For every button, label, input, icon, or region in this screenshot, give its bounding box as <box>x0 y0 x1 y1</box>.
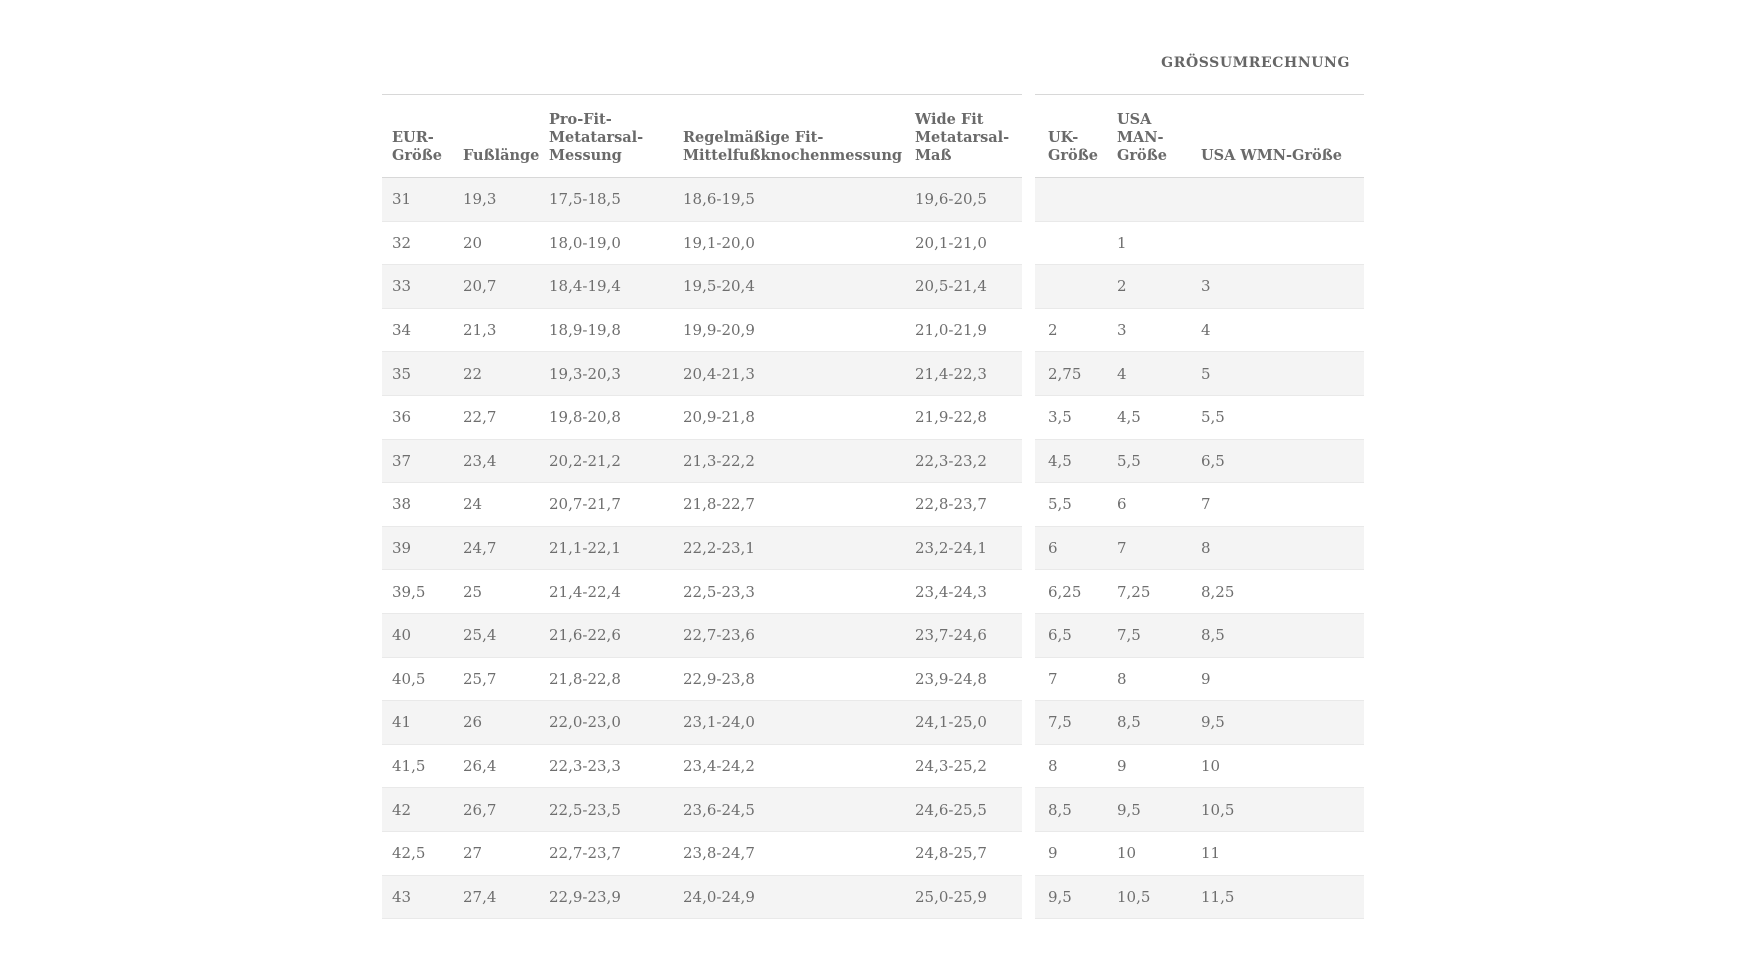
table-cell: 23,2-24,1 <box>915 539 987 558</box>
table-cell: 8,5 <box>1117 713 1141 732</box>
table-cell: 18,9-19,8 <box>549 321 621 340</box>
table-cell: 5,5 <box>1048 495 1072 514</box>
table-row <box>382 483 1022 527</box>
table-row <box>1035 178 1364 222</box>
table-cell: 22,3-23,3 <box>549 757 621 776</box>
table-cell: 26,7 <box>463 800 497 819</box>
table-cell: 2 <box>1117 277 1127 296</box>
table-row <box>382 527 1022 571</box>
table-cell: 23,7-24,6 <box>915 626 987 645</box>
table-body <box>382 178 1022 919</box>
table-cell: 18,6-19,5 <box>683 190 755 209</box>
table-cell: 21,8-22,7 <box>683 495 755 514</box>
table-cell: 32 <box>392 233 412 252</box>
table-cell: 26,4 <box>463 757 497 776</box>
table-row <box>382 222 1022 266</box>
table-cell: 33 <box>392 277 412 296</box>
table-cell: 23,6-24,5 <box>683 800 755 819</box>
table-cell: 19,1-20,0 <box>683 233 755 252</box>
table-row <box>1035 788 1364 832</box>
uk-usa-conversion-table <box>1035 94 1364 919</box>
table-cell: 20,7-21,7 <box>549 495 621 514</box>
table-cell: 24,3-25,2 <box>915 757 987 776</box>
table-cell: 3 <box>1201 277 1211 296</box>
table-cell: 22,7-23,6 <box>683 626 755 645</box>
table-cell: 9 <box>1048 844 1058 863</box>
table-cell: 11,5 <box>1201 887 1235 906</box>
table-cell: 37 <box>392 451 412 470</box>
table-cell: 17,5-18,5 <box>549 190 621 209</box>
table-cell: 22,2-23,1 <box>683 539 755 558</box>
table-cell: 3,5 <box>1048 408 1072 427</box>
table-row <box>1035 396 1364 440</box>
table-cell: 6 <box>1117 495 1127 514</box>
table-body <box>1035 178 1364 919</box>
table-cell: 5 <box>1201 364 1211 383</box>
table-cell: 22,5-23,5 <box>549 800 621 819</box>
table-row <box>1035 876 1364 920</box>
table-cell: 21,9-22,8 <box>915 408 987 427</box>
table-cell: 2 <box>1048 321 1058 340</box>
table-row <box>382 701 1022 745</box>
table-cell: 21,0-21,9 <box>915 321 987 340</box>
table-cell: 19,3-20,3 <box>549 364 621 383</box>
table-cell: 11 <box>1201 844 1221 863</box>
table-row <box>1035 701 1364 745</box>
table-cell: 20,4-21,3 <box>683 364 755 383</box>
table-cell: 19,6-20,5 <box>915 190 987 209</box>
table-cell: 40 <box>392 626 412 645</box>
table-cell: 27,4 <box>463 887 497 906</box>
table-cell: 23,4-24,3 <box>915 582 987 601</box>
table-cell: 7,5 <box>1048 713 1072 732</box>
table-cell: 23,8-24,7 <box>683 844 755 863</box>
table-cell: 21,1-22,1 <box>549 539 621 558</box>
table-row <box>1035 658 1364 702</box>
table-cell: 22,3-23,2 <box>915 451 987 470</box>
table-cell: 22 <box>463 364 483 383</box>
table-cell: 19,9-20,9 <box>683 321 755 340</box>
table-cell: 3 <box>1117 321 1127 340</box>
table-cell: 9,5 <box>1201 713 1225 732</box>
table-cell: 24,0-24,9 <box>683 887 755 906</box>
table-cell: 25,0-25,9 <box>915 887 987 906</box>
table-cell: 10,5 <box>1201 800 1235 819</box>
table-cell: 19,8-20,8 <box>549 408 621 427</box>
table-cell: 22,5-23,3 <box>683 582 755 601</box>
table-row <box>382 440 1022 484</box>
table-row <box>382 352 1022 396</box>
column-header-usa-man-groesse: USA MAN-Größe <box>1117 111 1167 164</box>
table-cell: 21,4-22,3 <box>915 364 987 383</box>
table-cell: 24,6-25,5 <box>915 800 987 819</box>
table-cell: 31 <box>392 190 412 209</box>
table-row <box>1035 265 1364 309</box>
table-cell: 42 <box>392 800 412 819</box>
table-cell: 21,3-22,2 <box>683 451 755 470</box>
table-row <box>382 658 1022 702</box>
table-cell: 6,5 <box>1201 451 1225 470</box>
table-cell: 8,25 <box>1201 582 1235 601</box>
table-cell: 7,25 <box>1117 582 1151 601</box>
table-cell: 36 <box>392 408 412 427</box>
table-cell: 8 <box>1048 757 1058 776</box>
table-cell: 2,75 <box>1048 364 1082 383</box>
table-row <box>1035 614 1364 658</box>
table-cell: 20,7 <box>463 277 497 296</box>
column-header-wide-fit-metatarsal: Wide Fit Metatarsal-Maß <box>915 111 1010 164</box>
table-cell: 21,6-22,6 <box>549 626 621 645</box>
table-cell: 8,5 <box>1201 626 1225 645</box>
table-cell: 4 <box>1117 364 1127 383</box>
table-cell: 6 <box>1048 539 1058 558</box>
table-row <box>1035 483 1364 527</box>
table-cell: 10 <box>1117 844 1137 863</box>
table-cell: 10,5 <box>1117 887 1151 906</box>
table-cell: 22,8-23,7 <box>915 495 987 514</box>
table-cell: 24,1-25,0 <box>915 713 987 732</box>
table-cell: 7 <box>1048 669 1058 688</box>
column-header-pro-fit-metatarsal: Pro-Fit-Metatarsal-Messung <box>549 111 644 164</box>
table-cell: 8,5 <box>1048 800 1072 819</box>
table-cell: 7 <box>1117 539 1127 558</box>
table-cell: 18,0-19,0 <box>549 233 621 252</box>
table-cell: 4,5 <box>1117 408 1141 427</box>
table-row <box>1035 440 1364 484</box>
table-row <box>1035 527 1364 571</box>
table-cell: 22,7 <box>463 408 497 427</box>
table-cell: 34 <box>392 321 412 340</box>
table-cell: 6,25 <box>1048 582 1082 601</box>
table-cell: 21,3 <box>463 321 497 340</box>
column-header-eur-groesse: EUR-Größe <box>392 129 442 164</box>
table-cell: 9 <box>1117 757 1127 776</box>
table-row <box>382 614 1022 658</box>
table-cell: 24,7 <box>463 539 497 558</box>
table-cell: 9,5 <box>1048 887 1072 906</box>
table-cell: 5,5 <box>1201 408 1225 427</box>
table-cell: 20,1-21,0 <box>915 233 987 252</box>
table-cell: 9 <box>1201 669 1211 688</box>
table-cell: 35 <box>392 364 412 383</box>
table-row <box>382 396 1022 440</box>
table-cell: 6,5 <box>1048 626 1072 645</box>
table-row <box>1035 745 1364 789</box>
table-cell: 25,4 <box>463 626 497 645</box>
table-cell: 19,3 <box>463 190 497 209</box>
table-cell: 26 <box>463 713 483 732</box>
column-header-usa-wmn-groesse: USA WMN-Größe <box>1201 147 1342 164</box>
table-cell: 4 <box>1201 321 1211 340</box>
table-cell: 25 <box>463 582 483 601</box>
table-cell: 7,5 <box>1117 626 1141 645</box>
table-cell: 27 <box>463 844 483 863</box>
table-cell: 22,9-23,9 <box>549 887 621 906</box>
table-cell: 19,5-20,4 <box>683 277 755 296</box>
table-cell: 21,4-22,4 <box>549 582 621 601</box>
column-header-uk-groesse: UK-Größe <box>1048 129 1098 164</box>
table-header-row <box>1035 94 1364 178</box>
table-cell: 10 <box>1201 757 1221 776</box>
table-cell: 25,7 <box>463 669 497 688</box>
table-cell: 39,5 <box>392 582 426 601</box>
table-row <box>382 745 1022 789</box>
table-cell: 18,4-19,4 <box>549 277 621 296</box>
table-cell: 43 <box>392 887 412 906</box>
table-cell: 41 <box>392 713 412 732</box>
table-header-row <box>382 94 1022 178</box>
table-cell: 5,5 <box>1117 451 1141 470</box>
table-row <box>382 876 1022 920</box>
table-row <box>382 309 1022 353</box>
table-row <box>382 570 1022 614</box>
table-cell: 8 <box>1201 539 1211 558</box>
table-row <box>382 788 1022 832</box>
table-cell: 9,5 <box>1117 800 1141 819</box>
table-row <box>382 832 1022 876</box>
table-row <box>1035 832 1364 876</box>
column-header-fusslaenge: Fußlänge <box>463 147 540 164</box>
table-cell: 20,2-21,2 <box>549 451 621 470</box>
table-cell: 24 <box>463 495 483 514</box>
table-cell: 41,5 <box>392 757 426 776</box>
column-header-regular-fit-metatarsal: Regelmäßige Fit-Mittelfußknochenmessung <box>683 129 903 164</box>
table-cell: 21,8-22,8 <box>549 669 621 688</box>
table-cell: 20,9-21,8 <box>683 408 755 427</box>
table-cell: 39 <box>392 539 412 558</box>
table-cell: 8 <box>1117 669 1127 688</box>
table-row <box>1035 570 1364 614</box>
eu-size-table <box>382 94 1022 919</box>
table-cell: 23,9-24,8 <box>915 669 987 688</box>
table-cell: 42,5 <box>392 844 426 863</box>
table-cell: 4,5 <box>1048 451 1072 470</box>
table-cell: 20 <box>463 233 483 252</box>
table-cell: 24,8-25,7 <box>915 844 987 863</box>
table-cell: 1 <box>1117 233 1127 252</box>
table-cell: 22,0-23,0 <box>549 713 621 732</box>
table-row <box>1035 352 1364 396</box>
table-row <box>1035 309 1364 353</box>
table-cell: 40,5 <box>392 669 426 688</box>
table-row <box>382 265 1022 309</box>
table-row <box>382 178 1022 222</box>
table-cell: 23,4-24,2 <box>683 757 755 776</box>
table-cell: 7 <box>1201 495 1211 514</box>
table-cell: 23,1-24,0 <box>683 713 755 732</box>
page-title: GRÖSSUMRECHNUNG <box>1161 55 1350 71</box>
table-cell: 38 <box>392 495 412 514</box>
table-cell: 22,9-23,8 <box>683 669 755 688</box>
table-cell: 20,5-21,4 <box>915 277 987 296</box>
table-cell: 22,7-23,7 <box>549 844 621 863</box>
table-row <box>1035 222 1364 266</box>
table-cell: 23,4 <box>463 451 497 470</box>
